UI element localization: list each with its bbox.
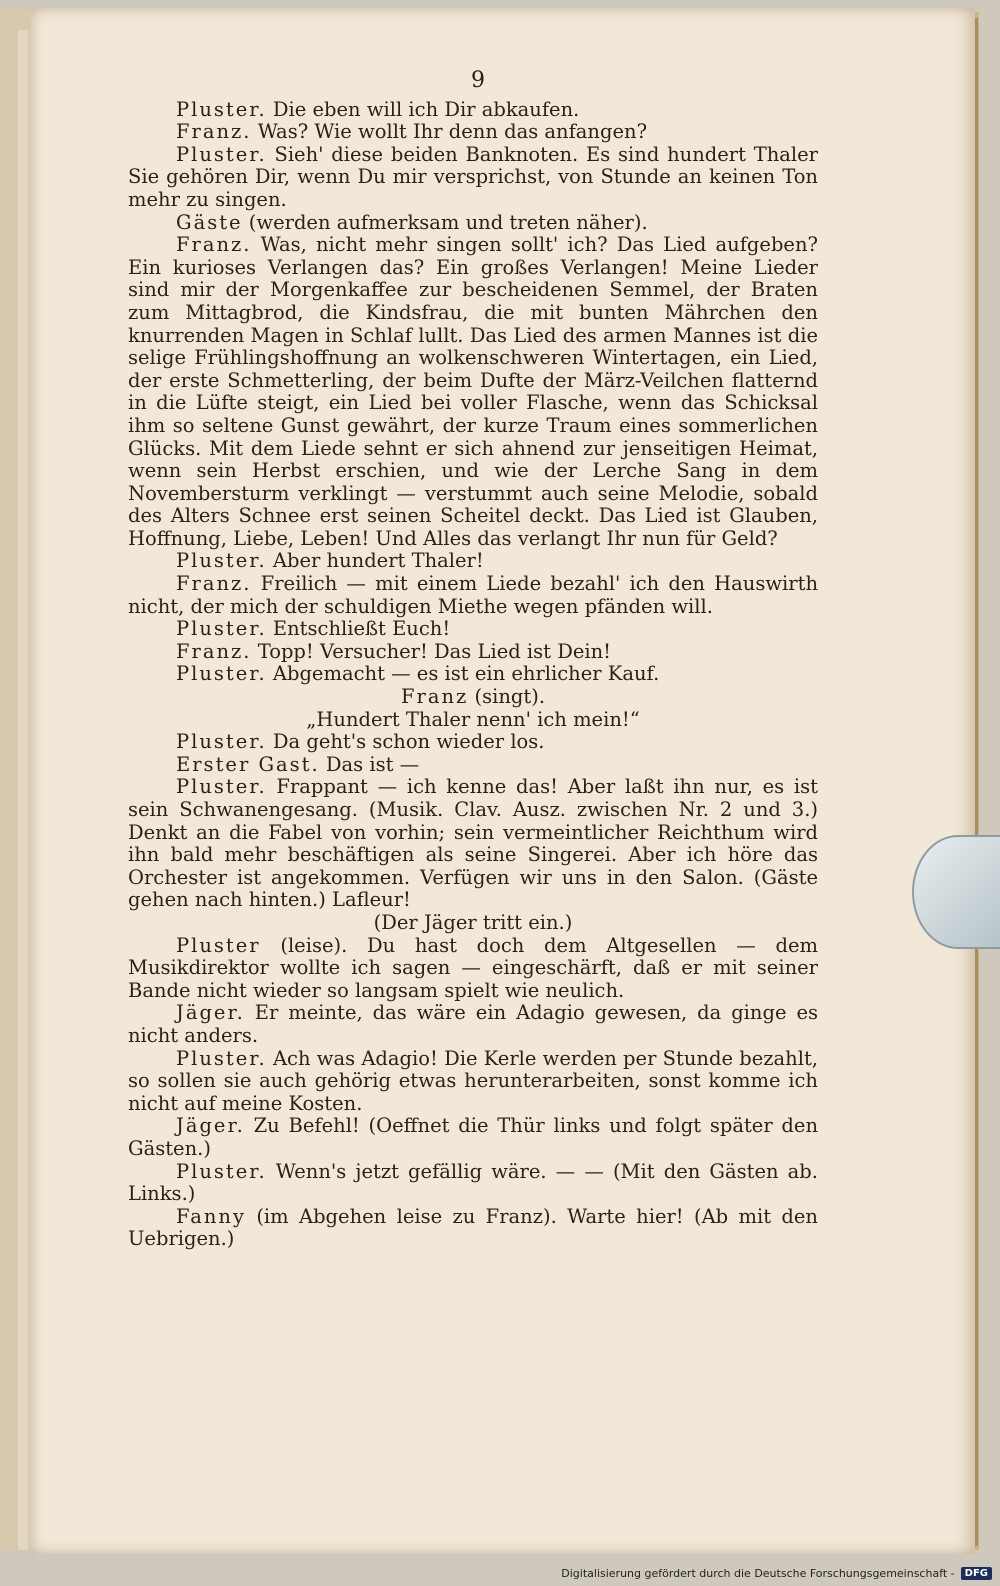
speaker-name: Erster Gast. — [176, 752, 320, 776]
dialogue-line — [128, 1161, 818, 1206]
line-text: (werden aufmerksam und treten näher). — [242, 210, 648, 234]
speaker-name: Pluster. — [176, 617, 267, 641]
line-text: Topp! Versucher! Das Lied ist Dein! — [251, 639, 611, 663]
line-text: Da geht's schon wieder los. — [266, 730, 545, 754]
dialogue-line — [128, 99, 818, 122]
dfg-logo-icon: DFG — [961, 1567, 992, 1580]
dialogue-line — [128, 212, 818, 235]
dialogue-line — [128, 121, 818, 144]
line-text: Was? Wie wollt Ihr denn das anfangen? — [251, 120, 648, 144]
speaker-name: Pluster. — [176, 775, 267, 799]
speaker-name: Pluster. — [176, 97, 267, 121]
dialogue-line — [128, 234, 818, 550]
line-text: (im Abgehen leise zu Franz). Warte hier! (Ab mit den Uebrigen.) — [128, 1204, 818, 1251]
line-text: Die eben will ich Dir abkaufen. — [266, 97, 580, 121]
page-text — [128, 70, 818, 1251]
speaker-name: Gäste — [176, 210, 243, 234]
dialogue-line — [128, 144, 818, 212]
page-number: 9 — [471, 68, 485, 93]
dialogue-line — [128, 550, 818, 573]
speaker-name: Fanny — [176, 1204, 246, 1228]
dialogue-line — [128, 663, 818, 686]
speaker-name: Pluster. — [176, 1159, 267, 1183]
speaker-name: Franz. — [176, 572, 252, 596]
line-text: Was, nicht mehr singen sollt' ich? Das Lied aufgeben? Ein kurioses Verlangen das? Ein großes Verlangen! Meine Lieder sind mir der Morgenkaffee zur bescheidenen Semmel, der Braten zum Mittagbrod, die Kindsfrau, die mit bunten Mährchen den knurrenden Magen in Schlaf lullt. Das Lied des armen Mannes ist die selige Frühlingshoffnung an wolkenschweren Wintertagen, ein Lied, der erste Schmetterling, der beim Dufte der März-Veilchen flatternd in die Lüfte steigt, ein Lied bei voller Flasche, wenn das Schicksal ihm so seltene Gunst gewährt, der kurze Traum eines sommerlichen Glücks. Mit dem Liede sehnt er sich ahnend zur jenseitigen Heimat, wenn sein Herbst erschien, und wie der Lerche Sang in dem Novembersturm verklingt — verstummt auch seine Melodie, sobald des Alters Schnee erst seinen Scheitel deckt. Das Lied ist Glauben, Hoffnung, Liebe, Leben! Und Alles das verlangt Ihr nun für Geld? — [128, 233, 818, 550]
line-text: Entschließt Euch! — [266, 617, 451, 641]
line-text: Abgemacht — es ist ein ehrlicher Kauf. — [266, 662, 660, 686]
dialogue-line — [128, 641, 818, 664]
line-text: Er meinte, das wäre ein Adagio gewesen, da ginge es nicht anders. — [128, 1001, 818, 1047]
line-text: Sieh' diese beiden Banknoten. Es sind hundert Thaler Sie gehören Dir, wenn Du mir versprichst, von Stunde an keinen Ton mehr zu singen. — [128, 142, 818, 211]
line-text: Das ist — — [319, 752, 420, 776]
speaker-name: Franz. — [176, 120, 252, 144]
speaker-name: Pluster. — [176, 662, 267, 686]
speaker-name: Franz. — [176, 639, 252, 663]
speaker-name: Pluster. — [176, 1046, 267, 1070]
line-text: Zu Befehl! (Oeffnet die Thür links und folgt später den Gästen.) — [128, 1114, 818, 1160]
dialogue-line — [128, 618, 818, 641]
footer-text: Digitalisierung gefördert durch die Deutsche Forschungsgemeinschaft - — [561, 1567, 955, 1580]
previous-page-strip — [18, 30, 28, 1550]
page-holder-clip — [912, 835, 1000, 949]
line-text: Wenn's jetzt gefällig wäre. — — (Mit den Gästen ab. Links.) — [128, 1159, 818, 1206]
dialogue-line — [128, 731, 818, 754]
digitization-footer — [561, 1567, 992, 1580]
stage-direction-centered: (Der Jäger tritt ein.) — [373, 910, 573, 934]
speaker-name: Franz. — [176, 233, 252, 257]
speaker-name: Franz — [400, 685, 469, 709]
dialogue-line — [128, 1115, 818, 1160]
line-text: Freilich — mit einem Liede bezahl' ich den Hauswirth nicht, der mich der schuldigen Miethe wegen pfänden will. — [128, 572, 818, 618]
dialogue-line — [128, 573, 818, 618]
stage-direction-centered — [128, 686, 818, 709]
dialogue-line — [128, 1206, 818, 1251]
dialogue-line — [128, 935, 818, 1003]
dialogue-line — [128, 776, 818, 912]
speaker-name: Pluster. — [176, 142, 267, 166]
line-text: (singt). — [468, 685, 546, 709]
speaker-name: Pluster. — [176, 549, 267, 573]
speaker-name: Jäger. — [176, 1114, 245, 1138]
dialogue-line — [128, 754, 818, 777]
line-text: Frappant — ich kenne das! Aber laßt ihn nur, es ist sein Schwanengesang. (Musik. Clav. Ausz. zwischen Nr. 2 und 3.) Denkt an die Fabel von vorhin; sein vermeintlicher Reichthum wird ihn bald mehr beschäftigen als seine Singerei. Aber ich höre das Orchester ist angekommen. Verfügen wir uns in den Salon. (Gäste gehen nach hinten.) Lafleur! — [128, 775, 818, 912]
song-title: „Hundert Thaler nenn' ich mein!“ — [306, 707, 640, 731]
dialogue-line — [128, 1002, 818, 1047]
dialogue-line — [128, 1048, 818, 1116]
line-text: (leise). Du hast doch dem Altgesellen — dem Musikdirektor wollte ich sagen — eingeschärft, daß er mit seiner Bande nicht wieder so langsam spielt wie neulich. — [128, 933, 818, 1002]
speaker-name: Jäger. — [176, 1001, 245, 1025]
speaker-name: Pluster — [176, 933, 261, 957]
line-text: Aber hundert Thaler! — [266, 549, 484, 573]
speaker-name: Pluster. — [176, 730, 267, 754]
line-text: Ach was Adagio! Die Kerle werden per Stunde bezahlt, so sollen sie auch gehörig etwas herunterarbeiten, sonst komme ich nicht auf meine Kosten. — [128, 1046, 818, 1115]
